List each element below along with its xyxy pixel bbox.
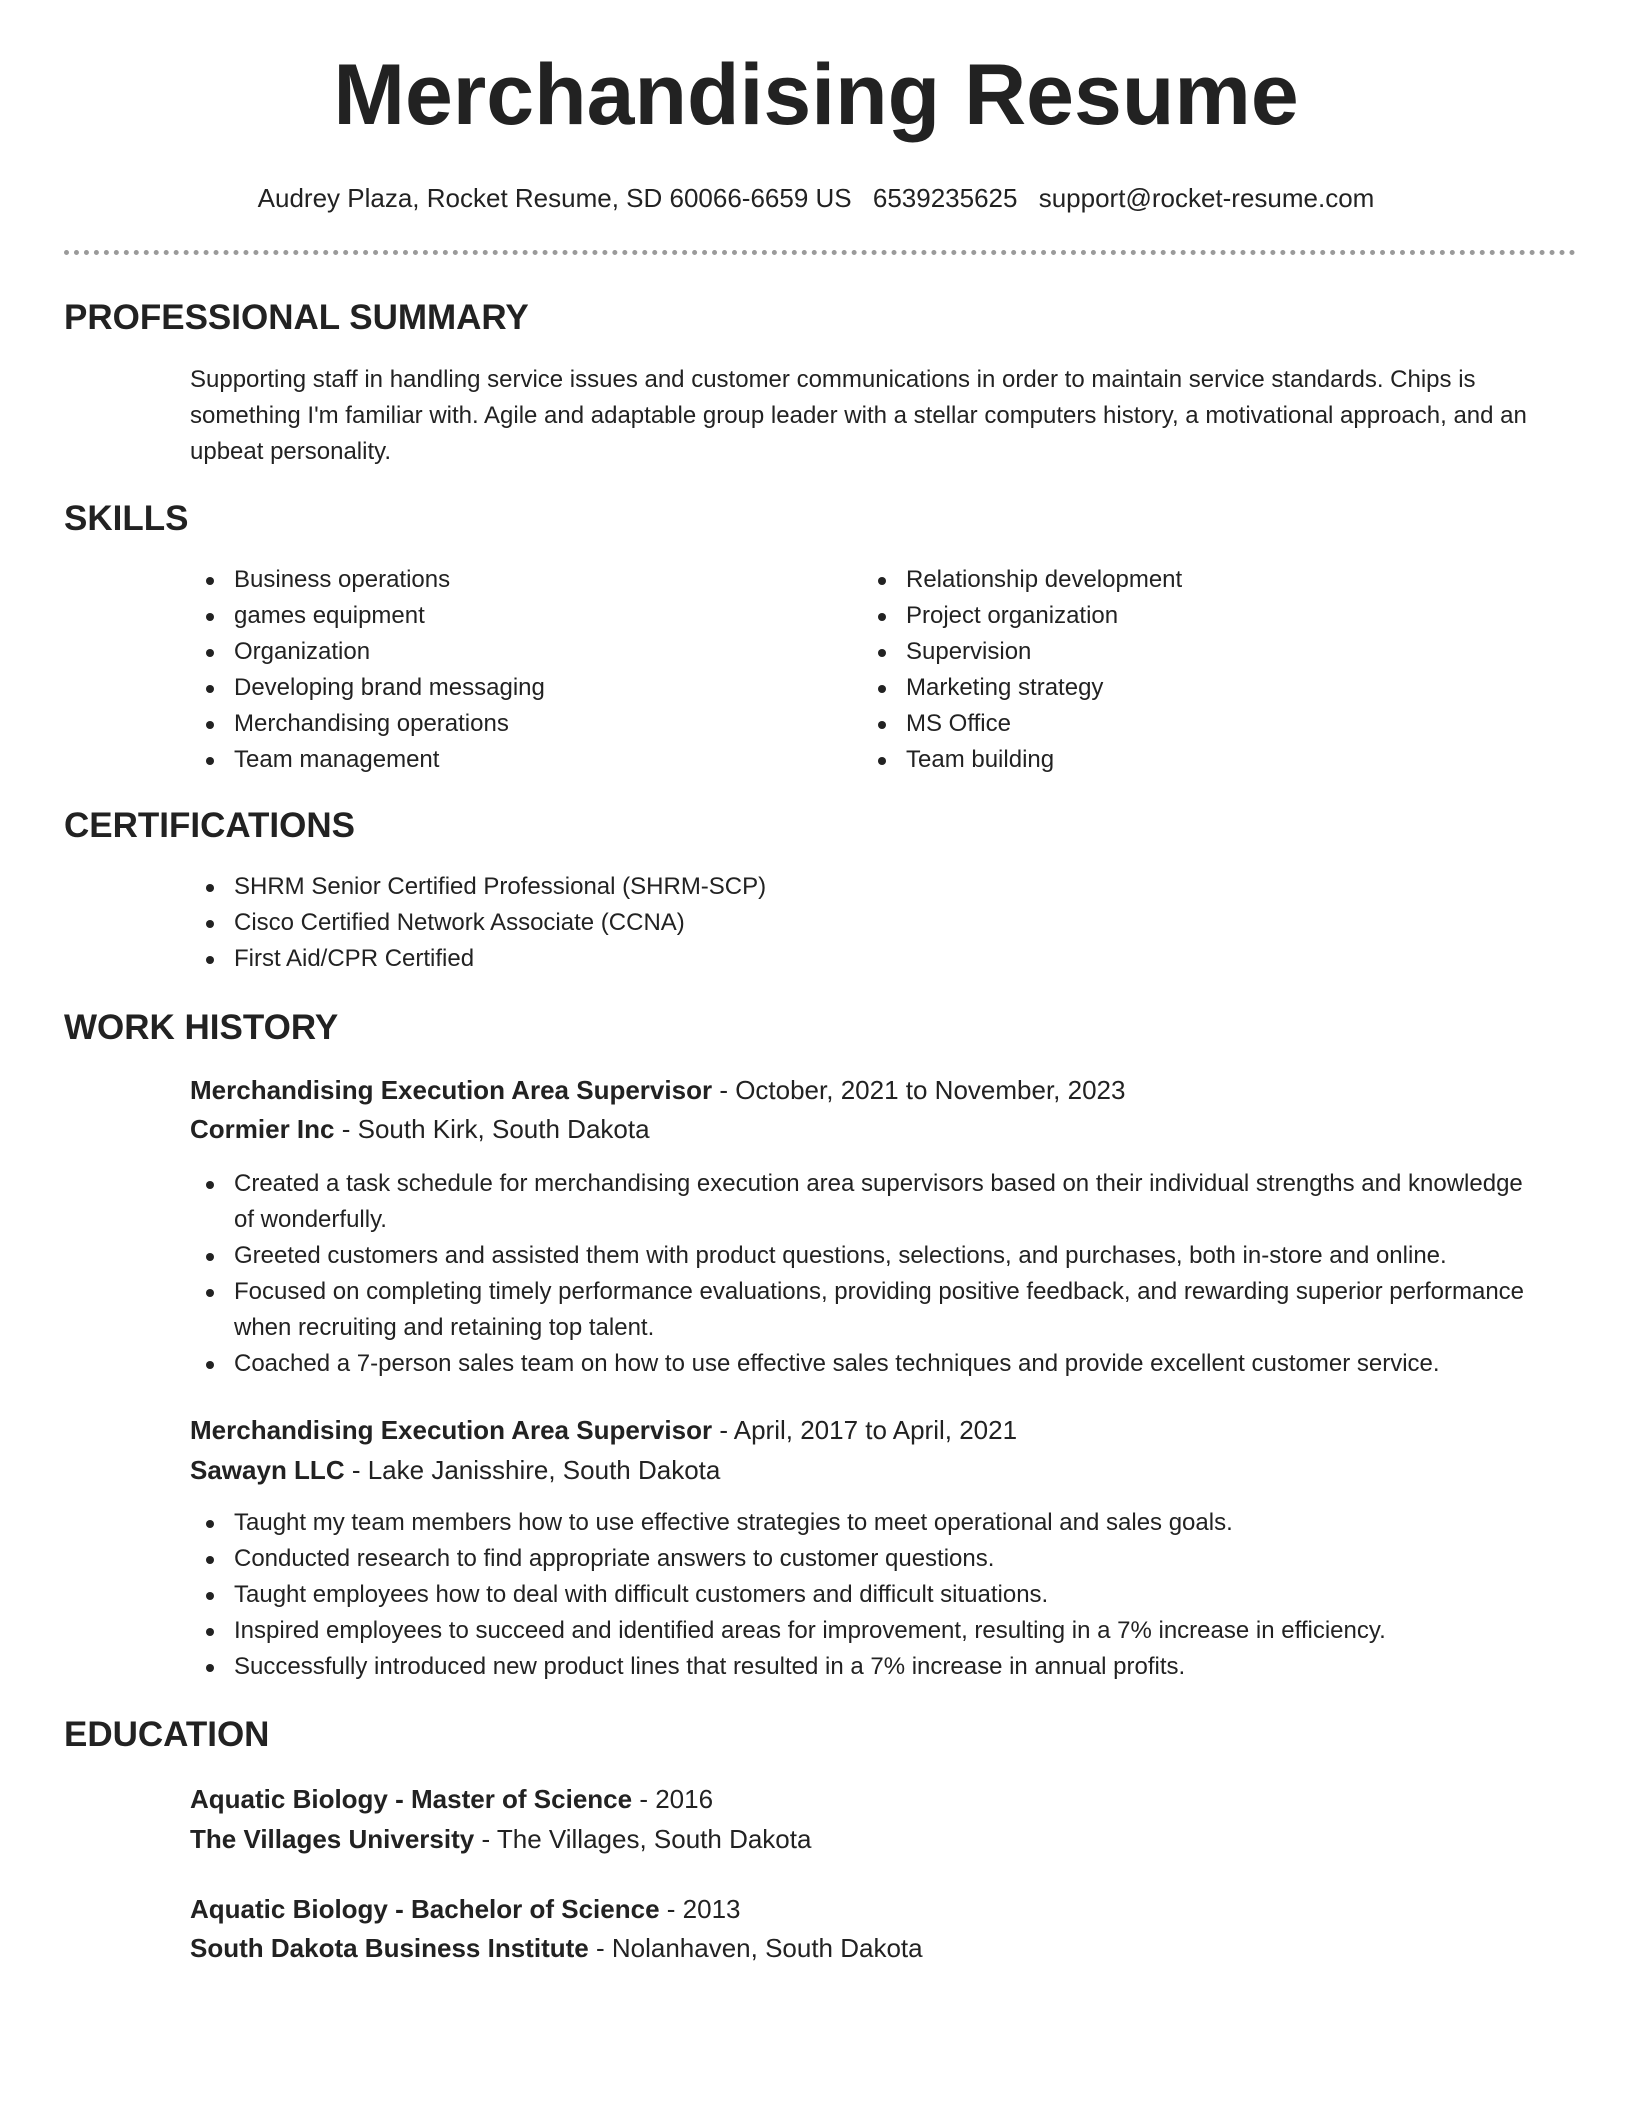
job-company-line (190, 1110, 650, 1148)
skills-heading: SKILLS (64, 499, 189, 538)
education-location: - Nolanhaven, South Dakota (595, 1933, 923, 1963)
contact-line (0, 183, 1632, 213)
skill-item: Project organization (862, 598, 1562, 634)
job-dates: - April, 2017 to April, 2021 (719, 1415, 1018, 1445)
education-school-line (190, 1929, 923, 1967)
education-degree-line (190, 1890, 741, 1928)
job-bullets (190, 1166, 1530, 1382)
skill-item: Team management (190, 742, 830, 778)
contact-address: Audrey Plaza, Rocket Resume, SD 60066-6659 US (257, 183, 852, 213)
skill-item: Developing brand messaging (190, 670, 830, 706)
skill-item: MS Office (862, 706, 1562, 742)
skills-list-right (862, 562, 1562, 778)
job-company: Sawayn LLC (190, 1455, 345, 1485)
job-bullet: Taught employees how to deal with difficult customers and difficult situations. (190, 1577, 1570, 1613)
contact-phone: 6539235625 (872, 183, 1018, 213)
education-year: - 2013 (666, 1894, 741, 1924)
education-school: South Dakota Business Institute (190, 1933, 589, 1963)
skill-item: Team building (862, 742, 1562, 778)
certification-item: Cisco Certified Network Associate (CCNA) (190, 905, 1570, 941)
skill-item: Merchandising operations (190, 706, 830, 742)
skill-item: Supervision (862, 634, 1562, 670)
skill-item: Marketing strategy (862, 670, 1562, 706)
job-bullet: Greeted customers and assisted them with product questions, selections, and purchases, both in-store and online. (190, 1238, 1530, 1274)
education-school: The Villages University (190, 1824, 475, 1854)
job-bullet: Created a task schedule for merchandising execution area supervisors based on their individual strengths and knowledge of wonderfully. (190, 1166, 1530, 1238)
job-title-line (190, 1411, 1017, 1449)
summary-heading: PROFESSIONAL SUMMARY (64, 298, 529, 337)
education-degree-line (190, 1780, 713, 1818)
job-bullet: Taught my team members how to use effective strategies to meet operational and sales goals. (190, 1505, 1570, 1541)
job-company-line (190, 1451, 720, 1489)
skill-item: Organization (190, 634, 830, 670)
education-school-line (190, 1820, 811, 1858)
skill-item: Business operations (190, 562, 830, 598)
education-location: - The Villages, South Dakota (481, 1824, 812, 1854)
job-bullet: Successfully introduced new product lines that resulted in a 7% increase in annual profits. (190, 1649, 1570, 1685)
education-heading: EDUCATION (64, 1715, 270, 1754)
job-dates: - October, 2021 to November, 2023 (719, 1075, 1126, 1105)
certifications-heading: CERTIFICATIONS (64, 806, 356, 845)
skill-item: games equipment (190, 598, 830, 634)
job-role: Merchandising Execution Area Supervisor (190, 1415, 713, 1445)
summary-text: Supporting staff in handling service issues and customer communications in order to maintain service standards. Chips is something I'm familiar with. Agile and adaptable group leader with a stellar computers history, a motivational approach, and an upbeat personality. (190, 366, 1527, 465)
job-bullet: Conducted research to find appropriate answers to customer questions. (190, 1541, 1570, 1577)
contact-email: support@rocket-resume.com (1038, 183, 1375, 213)
skill-item: Relationship development (862, 562, 1562, 598)
education-degree: Aquatic Biology - Bachelor of Science (190, 1894, 660, 1924)
work-history-heading: WORK HISTORY (64, 1008, 339, 1047)
job-bullet: Focused on completing timely performance evaluations, providing positive feedback, and rewarding superior performance when recruiting and retaining top talent. (190, 1274, 1530, 1346)
skills-list-left (190, 562, 830, 778)
job-bullets (190, 1505, 1570, 1685)
job-location: - Lake Janisshire, South Dakota (351, 1455, 721, 1485)
job-location: - South Kirk, South Dakota (341, 1114, 650, 1144)
certifications-list (190, 869, 1570, 977)
job-bullet: Inspired employees to succeed and identified areas for improvement, resulting in a 7% increase in efficiency. (190, 1613, 1570, 1649)
job-title-line (190, 1071, 1125, 1109)
certification-item: SHRM Senior Certified Professional (SHRM-SCP) (190, 869, 1570, 905)
job-role: Merchandising Execution Area Supervisor (190, 1075, 713, 1105)
job-company: Cormier Inc (190, 1114, 335, 1144)
education-year: - 2016 (639, 1784, 714, 1814)
resume-title: Merchandising Resume (333, 47, 1299, 143)
certification-item: First Aid/CPR Certified (190, 941, 1570, 977)
header-divider (64, 250, 1576, 255)
job-bullet: Coached a 7-person sales team on how to use effective sales techniques and provide excellent customer service. (190, 1346, 1530, 1382)
education-degree: Aquatic Biology - Master of Science (190, 1784, 633, 1814)
